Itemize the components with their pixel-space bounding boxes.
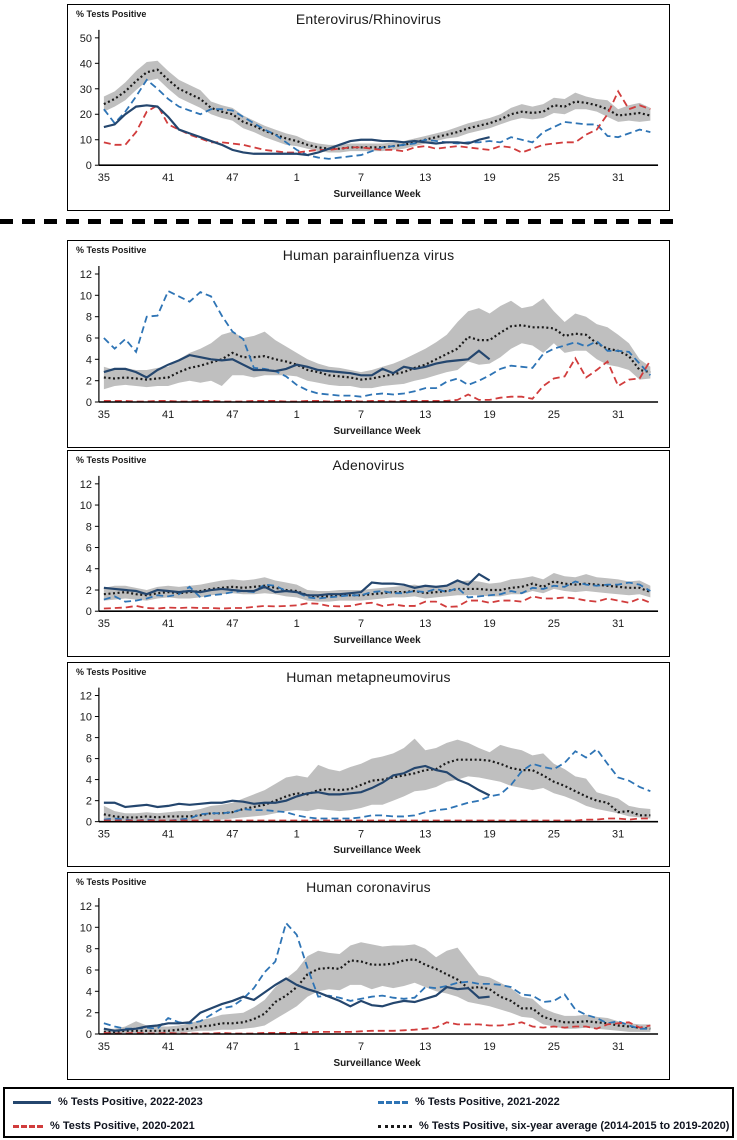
dashed-section-divider xyxy=(0,219,673,224)
svg-text:1: 1 xyxy=(293,172,300,185)
svg-text:19: 19 xyxy=(483,618,496,631)
y-axis-label: % Tests Positive xyxy=(76,455,147,465)
svg-text:1: 1 xyxy=(293,618,300,631)
svg-text:1: 1 xyxy=(293,1040,300,1054)
svg-text:25: 25 xyxy=(547,618,560,631)
svg-text:31: 31 xyxy=(612,1040,625,1054)
svg-text:13: 13 xyxy=(419,172,432,185)
svg-text:4: 4 xyxy=(85,774,92,787)
legend-label: % Tests Positive, six-year average (2014-2015 to 2019-2020) xyxy=(419,1120,730,1132)
svg-text:35: 35 xyxy=(97,828,110,841)
svg-text:Surveillance Week: Surveillance Week xyxy=(333,1057,421,1070)
svg-text:8: 8 xyxy=(85,521,92,534)
dashed-line-sample-icon xyxy=(13,1125,43,1128)
svg-text:30: 30 xyxy=(79,83,92,96)
svg-text:31: 31 xyxy=(612,408,625,422)
chart-panel-adenovirus xyxy=(67,450,670,657)
svg-text:Surveillance Week: Surveillance Week xyxy=(333,189,421,201)
svg-text:10: 10 xyxy=(79,134,92,147)
svg-text:19: 19 xyxy=(483,408,496,422)
svg-text:19: 19 xyxy=(483,1040,496,1054)
svg-text:41: 41 xyxy=(162,172,175,185)
svg-text:10: 10 xyxy=(79,500,92,513)
chart-title: Human parainfluenza virus xyxy=(282,247,455,263)
y-axis-label: % Tests Positive xyxy=(76,877,147,887)
svg-text:41: 41 xyxy=(162,618,175,631)
legend-item-2022-2023 xyxy=(13,1096,203,1108)
svg-text:41: 41 xyxy=(162,1040,175,1054)
svg-text:13: 13 xyxy=(419,828,432,841)
svg-text:10: 10 xyxy=(79,290,92,303)
svg-text:13: 13 xyxy=(419,618,432,631)
plot-area-metapneumovirus xyxy=(68,663,669,866)
svg-text:12: 12 xyxy=(79,690,92,703)
svg-text:25: 25 xyxy=(547,408,560,422)
svg-text:47: 47 xyxy=(226,618,239,631)
svg-text:8: 8 xyxy=(85,943,92,956)
legend-label: % Tests Positive, 2022-2023 xyxy=(58,1096,203,1108)
svg-text:0: 0 xyxy=(85,160,92,173)
svg-text:12: 12 xyxy=(79,268,92,282)
solid-line-sample-icon xyxy=(13,1101,51,1104)
svg-text:7: 7 xyxy=(357,408,365,422)
legend-label: % Tests Positive, 2020-2021 xyxy=(50,1120,195,1132)
plot-area-coronavirus xyxy=(68,873,669,1079)
svg-text:12: 12 xyxy=(79,478,92,491)
svg-text:6: 6 xyxy=(85,542,92,555)
legend-item-2020-2021 xyxy=(13,1120,195,1132)
legend-item-six-year-average xyxy=(378,1120,729,1132)
dotted-line-sample-icon xyxy=(378,1125,412,1128)
chart-panel-parainfluenza xyxy=(67,240,670,448)
svg-text:19: 19 xyxy=(483,172,496,185)
svg-text:47: 47 xyxy=(226,172,239,185)
legend-label: % Tests Positive, 2021-2022 xyxy=(415,1096,560,1108)
svg-text:31: 31 xyxy=(612,828,625,841)
svg-text:25: 25 xyxy=(547,172,560,185)
y-axis-label: % Tests Positive xyxy=(76,9,147,19)
chart-panel-enterovirus-rhinovirus xyxy=(67,4,670,211)
svg-text:2: 2 xyxy=(85,375,92,388)
chart-panel-metapneumovirus xyxy=(67,662,670,867)
svg-text:19: 19 xyxy=(483,828,496,841)
plot-area-parainfluenza xyxy=(68,241,669,447)
chart-title: Adenovirus xyxy=(332,457,405,473)
y-axis-label: % Tests Positive xyxy=(76,667,147,677)
y-axis-label: % Tests Positive xyxy=(76,245,147,255)
svg-text:6: 6 xyxy=(85,332,92,346)
svg-text:47: 47 xyxy=(226,1040,239,1054)
chart-panel-coronavirus xyxy=(67,872,670,1080)
svg-text:35: 35 xyxy=(97,1040,110,1054)
svg-text:47: 47 xyxy=(226,828,239,841)
svg-text:4: 4 xyxy=(85,354,92,367)
svg-text:41: 41 xyxy=(162,828,175,841)
svg-text:2: 2 xyxy=(85,795,92,808)
svg-text:12: 12 xyxy=(79,900,92,914)
svg-text:4: 4 xyxy=(85,563,92,576)
svg-text:13: 13 xyxy=(419,1040,432,1054)
plot-area-adenovirus xyxy=(68,451,669,656)
svg-text:6: 6 xyxy=(85,964,92,978)
svg-text:0: 0 xyxy=(85,396,92,410)
svg-text:7: 7 xyxy=(357,1040,365,1054)
svg-text:0: 0 xyxy=(85,816,92,829)
svg-text:0: 0 xyxy=(85,606,92,619)
svg-text:41: 41 xyxy=(162,408,175,422)
svg-text:47: 47 xyxy=(226,408,239,422)
svg-text:1: 1 xyxy=(293,828,300,841)
svg-text:6: 6 xyxy=(85,753,92,766)
svg-text:35: 35 xyxy=(97,618,110,631)
svg-text:2: 2 xyxy=(85,585,92,598)
svg-text:10: 10 xyxy=(79,711,92,724)
dashed-line-sample-icon xyxy=(378,1101,408,1104)
legend-box xyxy=(3,1087,734,1138)
svg-text:0: 0 xyxy=(85,1028,92,1042)
svg-text:2: 2 xyxy=(85,1007,92,1020)
svg-text:31: 31 xyxy=(612,618,625,631)
svg-text:20: 20 xyxy=(79,109,92,122)
plot-area-enterovirus-rhinovirus xyxy=(68,5,669,210)
svg-text:25: 25 xyxy=(547,1040,560,1054)
svg-text:40: 40 xyxy=(79,58,92,71)
svg-text:Surveillance Week: Surveillance Week xyxy=(333,845,421,857)
svg-text:13: 13 xyxy=(419,408,432,422)
svg-text:7: 7 xyxy=(357,618,365,631)
legend-item-2021-2022 xyxy=(378,1096,560,1108)
chart-title: Human coronavirus xyxy=(306,879,431,895)
svg-text:10: 10 xyxy=(79,922,92,935)
svg-text:Surveillance Week: Surveillance Week xyxy=(333,635,421,647)
svg-text:Surveillance Week: Surveillance Week xyxy=(333,425,421,438)
svg-text:8: 8 xyxy=(85,311,92,324)
svg-text:31: 31 xyxy=(612,172,625,185)
svg-text:7: 7 xyxy=(357,172,365,185)
chart-title: Enterovirus/Rhinovirus xyxy=(295,11,442,27)
svg-text:25: 25 xyxy=(547,828,560,841)
svg-text:4: 4 xyxy=(85,986,92,999)
svg-text:7: 7 xyxy=(357,828,365,841)
svg-text:50: 50 xyxy=(79,32,92,45)
chart-title: Human metapneumovirus xyxy=(286,669,451,685)
svg-text:35: 35 xyxy=(97,172,110,185)
svg-text:1: 1 xyxy=(293,408,300,422)
svg-text:8: 8 xyxy=(85,732,92,745)
svg-text:35: 35 xyxy=(97,408,110,422)
